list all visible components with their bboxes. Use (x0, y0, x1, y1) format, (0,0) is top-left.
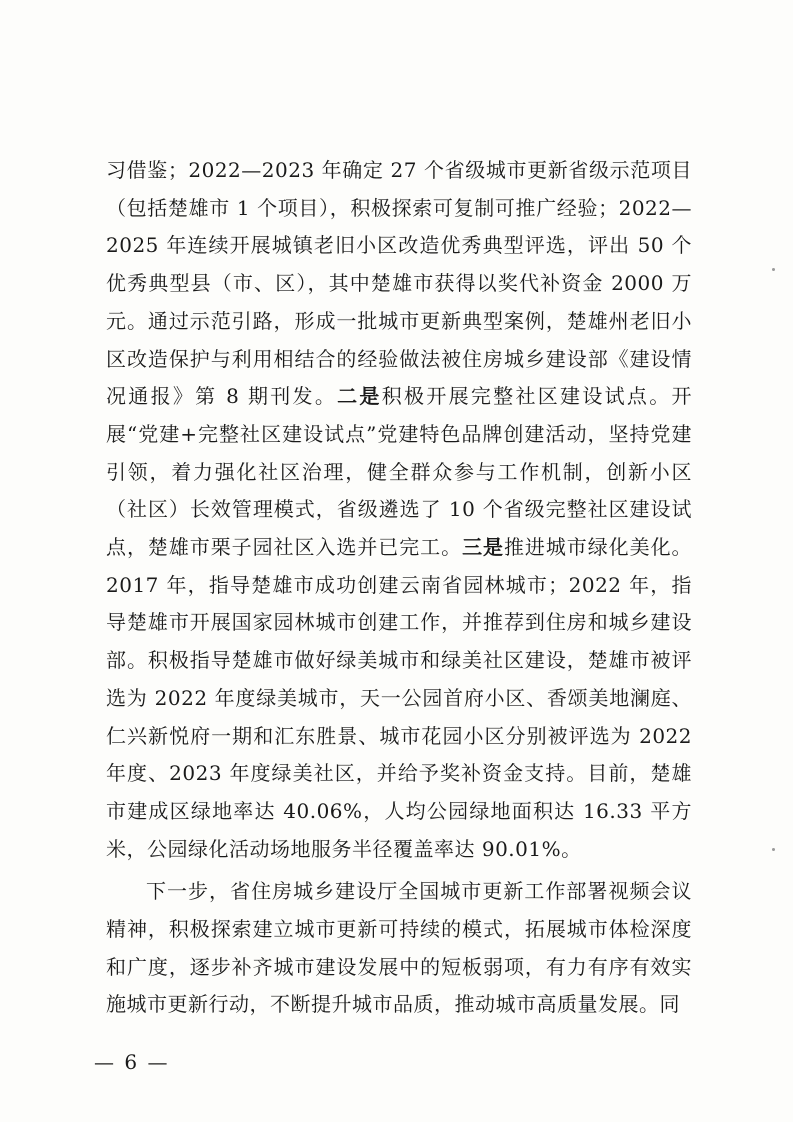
paragraph-1-bold-marker-2: 二是 (337, 384, 382, 409)
paragraph-1-bold-marker-3: 三是 (462, 535, 504, 560)
paragraph-1-segment-2: 积极开展完整社区建设试点。开展“党建+完整社区建设试点”党建特色品牌创建活动，坚持党建引领，着力强化社区治理，健全群众参与工作机制，创新小区（社区）长效管理模式，省级遴选了 10 个省级完整社区建设试点，楚雄市栗子园社区入选并已完工。 (106, 384, 693, 560)
document-body (106, 152, 692, 1024)
paragraph-1 (106, 152, 692, 868)
margin-speck (772, 848, 775, 851)
paragraph-1-segment-1: 习借鉴；2022—2023 年确定 27 个省级城市更新省级示范项目（包括楚雄市 1 个项目），积极探索可复制可推广经验；2022—2025 年连续开展城镇老旧小区改造优秀典型评选，评出 50 个优秀典型县（市、区），其中楚雄市获得以奖代补资金 2000 万元。通过示范引路，形成一批城市更新典型案例，楚雄州老旧小区改造保护与利用相结合的经验做法被住房城乡建设部《建设情况通报》第 8 期刊发。 (106, 158, 692, 409)
margin-speck (772, 268, 775, 271)
page-number: — 6 — (94, 1050, 170, 1074)
paragraph-1-segment-3: 推进城市绿化美化。2017 年，指导楚雄市成功创建云南省园林城市；2022 年，指导楚雄市开展国家园林城市创建工作，并推荐到住房和城乡建设部。积极指导楚雄市做好绿美城市和绿美社区建设，楚雄市被评选为 2022 年度绿美城市，天一公园首府小区、香颂美地澜庭、仁兴新悦府一期和汇东胜景、城市花园小区分别被评选为 2022 年度、2023 年度绿美社区，并给予奖补资金支持。目前，楚雄市建成区绿地率达 40.06%，人均公园绿地面积达 16.33 平方米，公园绿化活动场地服务半径覆盖率达 90.01%。 (106, 535, 693, 861)
paragraph-2: 下一步，省住房城乡建设厅全国城市更新工作部署视频会议精神，积极探索建立城市更新可持续的模式，拓展城市体检深度和广度，逐步补齐城市建设发展中的短板弱项，有力有序有效实施城市更新行动，不断提升城市品质，推动城市高质量发展。同 (106, 879, 692, 1017)
